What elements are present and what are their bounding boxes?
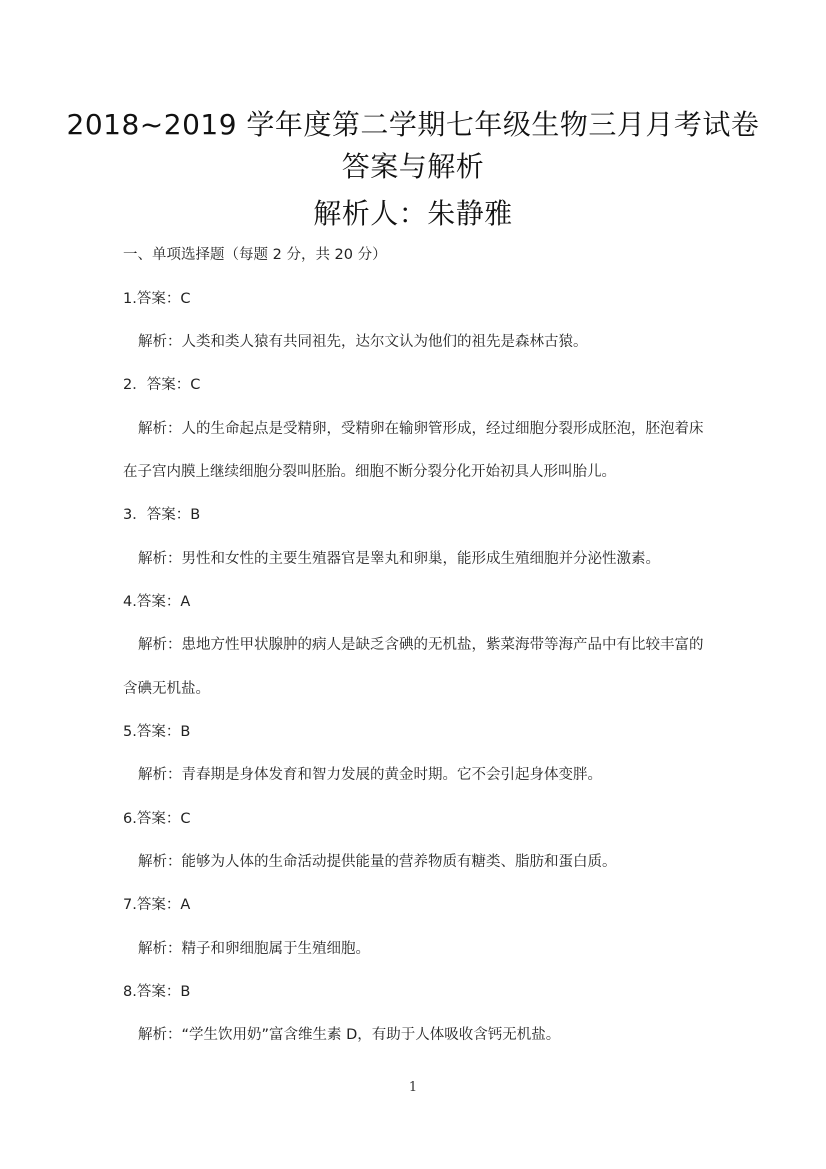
analysis-8-line-1: 解析：“学生饮用奶”富含维生素 D，有助于人体吸收含钙无机盐。 — [138, 1027, 561, 1043]
answer-5: 5.答案：B — [123, 724, 191, 740]
page-number: 1 — [408, 1080, 418, 1095]
analysis-2-line-2: 在子宫内膜上继续细胞分裂叫胚胎。细胞不断分裂分化开始初具人形叫胎儿。 — [123, 464, 616, 480]
answer-6: 6.答案：C — [123, 811, 191, 827]
answer-7: 7.答案：A — [123, 897, 191, 913]
answer-1: 1.答案：C — [123, 291, 191, 307]
analyst-line: 解析人：朱静雅 — [313, 197, 513, 230]
section-heading: 一、单项选择题（每题 2 分，共 20 分） — [123, 247, 387, 263]
exam-subtitle: 答案与解析 — [341, 150, 485, 183]
answer-8: 8.答案：B — [123, 984, 191, 1000]
analysis-3-line-1: 解析：男性和女性的主要生殖器官是睾丸和卵巢，能形成生殖细胞并分泌性激素。 — [138, 551, 660, 567]
answer-2: 2．答案：C — [123, 377, 201, 393]
analysis-5-line-1: 解析：青春期是身体发育和智力发展的黄金时期。它不会引起身体变胖。 — [138, 767, 602, 783]
analysis-4-line-1: 解析：患地方性甲状腺肿的病人是缺乏含碘的无机盐，紫菜海带等海产品中有比较丰富的 — [138, 637, 704, 653]
analysis-6-line-1: 解析：能够为人体的生命活动提供能量的营养物质有糖类、脂肪和蛋白质。 — [138, 854, 617, 870]
analysis-1-line-1: 解析：人类和类人猿有共同祖先，达尔文认为他们的祖先是森林古猿。 — [138, 334, 588, 350]
analysis-4-line-2: 含碘无机盐。 — [123, 681, 210, 697]
analysis-7-line-1: 解析：精子和卵细胞属于生殖细胞。 — [138, 941, 370, 957]
answer-4: 4.答案：A — [123, 594, 191, 610]
exam-title: 2018~2019 学年度第二学期七年级生物三月月考试卷 — [66, 108, 760, 141]
analysis-2-line-1: 解析：人的生命起点是受精卵，受精卵在输卵管形成，经过细胞分裂形成胚泡，胚泡着床 — [138, 421, 704, 437]
answer-3: 3．答案：B — [123, 507, 201, 523]
